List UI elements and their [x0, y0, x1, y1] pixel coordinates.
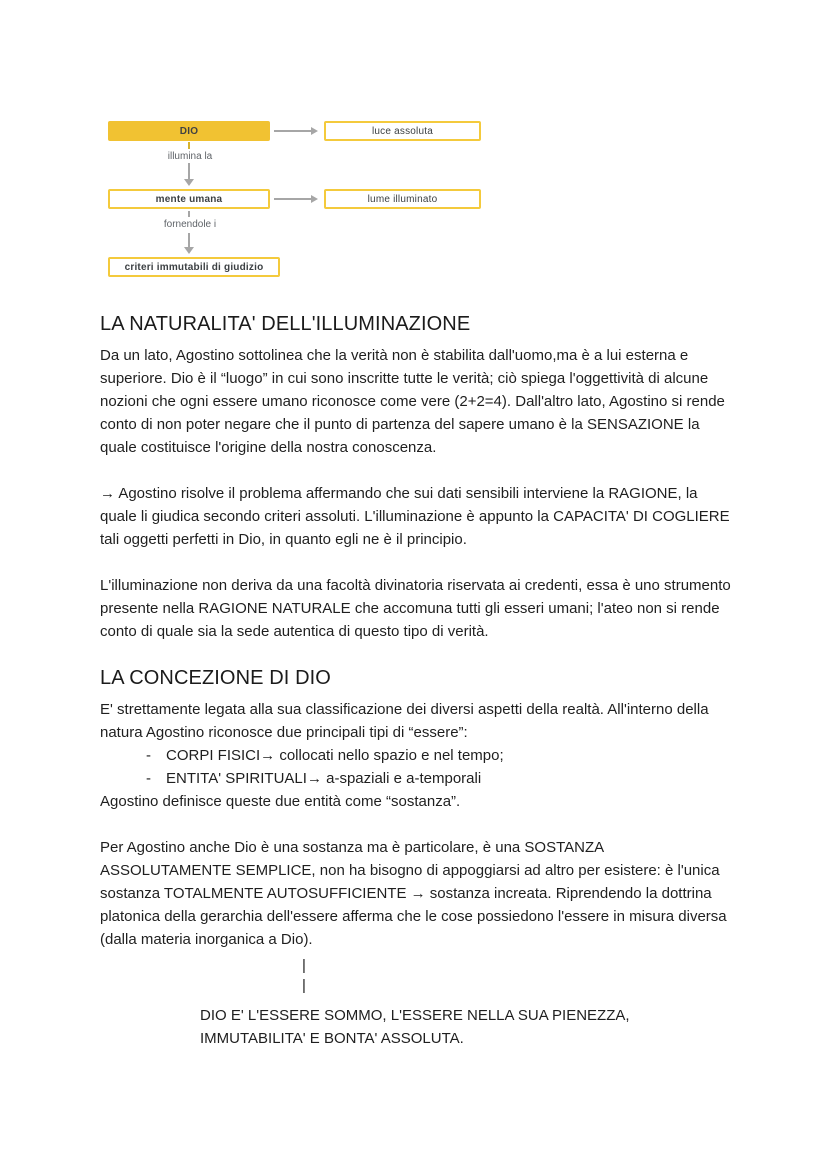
connector-line: [188, 142, 190, 149]
list-item-text: ENTITA' SPIRITUALI→ a-spaziali e a-temporali: [166, 770, 482, 787]
connector-bars: [302, 956, 736, 996]
section-title-naturalita-illuminazione: LA NATURALITA' DELL'ILLUMINAZIONE: [100, 313, 471, 335]
document-body: [100, 312, 736, 1050]
diagram-node-lume-illuminato: lume illuminato: [324, 189, 481, 209]
paragraph-naturalita-1: Da un lato, Agostino sottolinea che la verità non è stabilita dall'uomo,ma è a lui esterna e superiore. Dio è il “luogo” in cui sono inscritte tutte le verità; ciò spiega l'oggettività di alcune nozioni che ogni essere umano riconosce come vere (2+2=4). Dall'altro lato, Agostino si rende conto di non poter negare che il punto di partenza del sapere umano è la SENSAZIONE la quale costituisce l'origine della nostra conoscenza.: [100, 347, 725, 456]
paragraph-naturalita-2: → Agostino risolve il problema affermando che sui dati sensibili interviene la RAGIONE, la quale li giudica secondo criteri assoluti. L'illuminazione è appunto la CAPACITA' DI COGLIERE tali oggetti perfetti in Dio, in quanto egli ne è il principio.: [100, 485, 730, 548]
bullet-dash: -: [146, 747, 151, 764]
bullet-dash: -: [146, 770, 151, 787]
arrow-right-icon: [274, 195, 318, 203]
arrow-right-icon: [274, 127, 318, 135]
diagram-node-dio: DIO: [108, 121, 270, 141]
paragraph-sostanza-definizione: Agostino definisce queste due entità come “sostanza”.: [100, 793, 461, 810]
edge-label-fornendole-i: fornendole i: [163, 219, 217, 230]
paragraph-sostanza-semplice: Per Agostino anche Dio è una sostanza ma è particolare, è una SOSTANZA ASSOLUTAMENTE SEMPLICE, non ha bisogno di appoggiarsi ad altro per esistere: è l'unica sostanza TOTALMENTE AUTOSUFFICIENTE → sostanza increata. Riprendendo la dottrina platonica della gerarchia dell'essere afferma che le cose possiedono l'essere in misura diversa (dalla materia inorganica a Dio).: [100, 839, 727, 948]
list-item-text: CORPI FISICI→ collocati nello spazio e nel tempo;: [166, 747, 504, 764]
diagram-node-luce-assoluta: luce assoluta: [324, 121, 481, 141]
diagram-node-criteri-immutabili: criteri immutabili di giudizio: [108, 257, 280, 277]
section-title-concezione-di-dio: LA CONCEZIONE DI DIO: [100, 667, 331, 689]
paragraph-naturalita-3: L'illuminazione non deriva da una facoltà divinatoria riservata ai credenti, essa è uno strumento presente nella RAGIONE NATURALE che accomuna tutti gli esseri umani; l'ateo non si rende conto di quale sia la sede autentica di questo tipo di verità.: [100, 577, 731, 640]
list-item-corpi-fisici: [100, 744, 736, 767]
arrow-down-icon: [184, 233, 194, 254]
edge-label-illumina-la: illumina la: [167, 151, 213, 162]
connector-bar: |: [302, 957, 306, 974]
list-item-entita-spirituali: [100, 767, 736, 790]
diagram-node-mente-umana: mente umana: [108, 189, 270, 209]
illumination-diagram: [0, 0, 828, 300]
arrow-down-icon: [184, 163, 194, 186]
paragraph-concezione-intro: E' strettamente legata alla sua classificazione dei diversi aspetti della realtà. All'interno della natura Agostino riconosce due principali tipi di “essere”:: [100, 701, 709, 741]
bullet-list: [100, 744, 736, 790]
connector-line: [188, 211, 190, 217]
conclusion-text: DIO E' L'ESSERE SOMMO, L'ESSERE NELLA SUA PIENEZZA, IMMUTABILITA' E BONTA' ASSOLUTA.: [200, 1007, 630, 1047]
connector-bar: |: [302, 977, 306, 994]
